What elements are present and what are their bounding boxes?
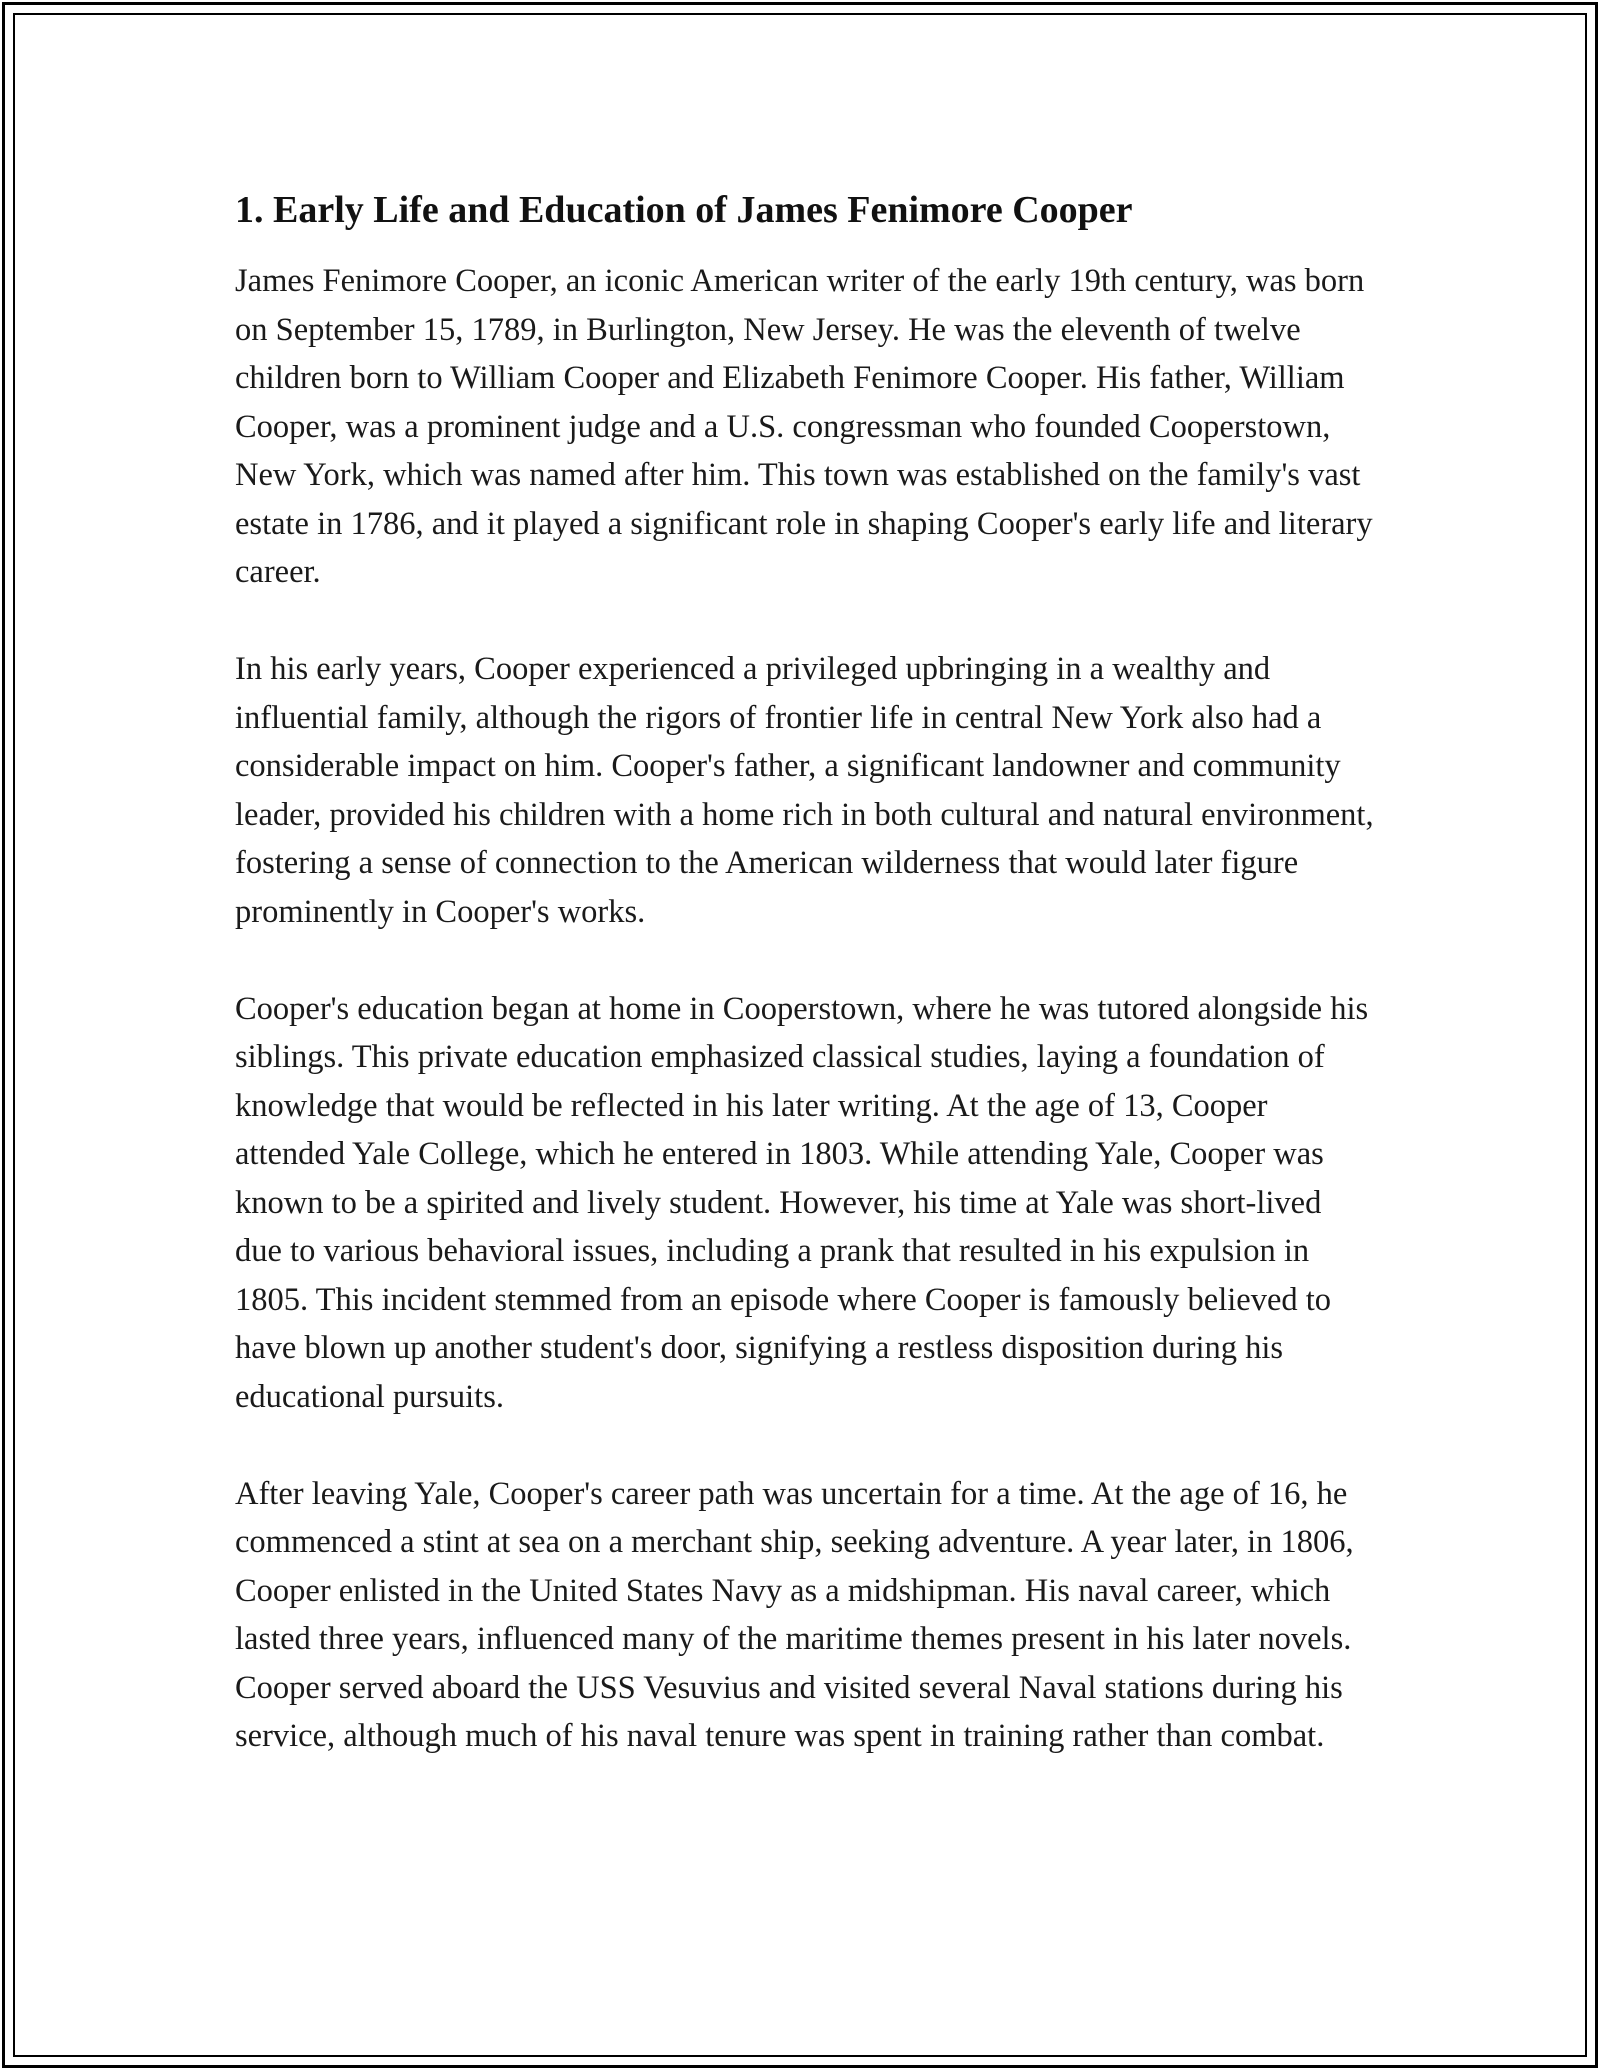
paragraph-naval-career: After leaving Yale, Cooper's career path was uncertain for a time. At the age of 16, he commenced a stint at sea on a merchant ship, seeking adventure. A year later, in 1806, Cooper enlisted in the United States Navy as a midshipman. His naval career, which lasted three years, influenced many of the maritime themes present in his later novels. Cooper served aboard the USS Vesuvius and visited several Naval stations during his service, although much of his naval tenure was spent in training rather than combat. [235,1475,1354,1754]
paragraph-upbringing: In his early years, Cooper experienced a privileged upbringing in a wealthy and influential family, although the rigors of frontier life in central New York also had a considerable impact on him. Cooper's father, a significant landowner and community leader, provided his children with a home rich in both cultural and natural environment, fostering a sense of connection to the American wilderness that would later figure prominently in Cooper's works. [235,651,1374,930]
section-heading: 1. Early Life and Education of James Fenimore Cooper [235,189,1133,231]
paragraph-education: Cooper's education began at home in Cooperstown, where he was tutored alongside his siblings. This private education emphasized classical studies, laying a foundation of knowledge that would be reflected in his later writing. At the age of 13, Cooper attended Yale College, which he entered in 1803. While attending Yale, Cooper was known to be a spirited and lively student. However, his time at Yale was short-lived due to various behavioral issues, including a prank that resulted in his expulsion in 1805. This incident stemmed from an episode where Cooper is famously believed to have blown up another student's door, signifying a restless disposition during his educational pursuits. [235,990,1369,1415]
paragraph-early-life: James Fenimore Cooper, an iconic American writer of the early 19th century, was born on September 15, 1789, in Burlington, New Jersey. He was the eleventh of twelve children born to William Cooper and Elizabeth Fenimore Cooper. His father, William Cooper, was a prominent judge and a U.S. congressman who founded Cooperstown, New York, which was named after him. This town was established on the family's vast estate in 1786, and it played a significant role in shaping Cooper's early life and literary career. [235,263,1373,590]
document-body [235,185,1375,1809]
